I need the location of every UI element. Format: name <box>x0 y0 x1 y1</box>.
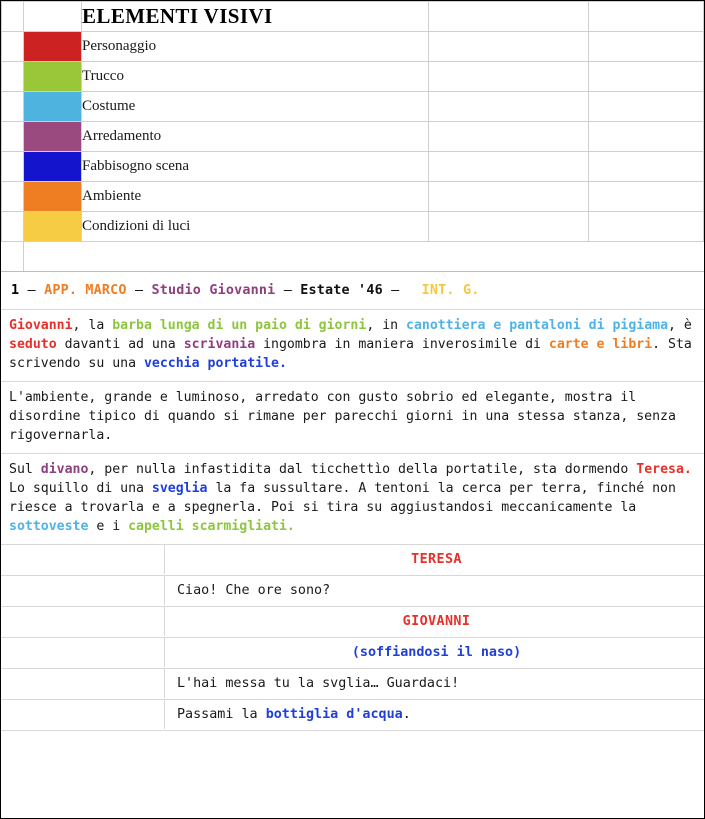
scene-app: APP. MARCO <box>44 283 127 298</box>
legend-empty-cell <box>429 122 589 152</box>
legend-empty-cell <box>589 62 704 92</box>
dialogue-row <box>1 638 704 669</box>
legend-empty-cell <box>589 182 704 212</box>
character-cue-teresa: TERESA <box>164 545 704 574</box>
dialogue-text: Passami la <box>177 707 266 723</box>
dialogue-row <box>1 700 704 731</box>
action-text: Lo squillo di una <box>9 481 152 497</box>
character-cue-giovanni: GIOVANNI <box>164 607 704 636</box>
legend-swatch-ambiente <box>24 182 82 212</box>
scene-heading <box>1 272 704 310</box>
legend-spacer-cell <box>2 122 24 152</box>
legend-label-ambiente: Ambiente <box>82 182 429 212</box>
dialogue-text: . <box>402 707 411 723</box>
visual-elements-legend <box>1 1 704 271</box>
action-text: , la <box>72 318 113 334</box>
legend-empty-cell <box>429 32 589 62</box>
legend-empty-cell <box>589 212 704 242</box>
legend-row <box>2 212 704 242</box>
legend-spacer-cell <box>2 152 24 182</box>
legend-empty-cell <box>429 152 589 182</box>
legend-spacer-cell <box>2 92 24 122</box>
legend-spacer-cell <box>2 2 24 32</box>
action-text: la fa sussultare. A tentoni la cerca per terra, finché non riesce a trovarla e a spegnerla. Poi si tira su aggiustandosi meccanicamente la <box>9 481 676 515</box>
action-text: , in <box>366 318 407 334</box>
action-seduto: seduto <box>9 336 57 352</box>
action-paragraph-2 <box>1 382 704 454</box>
legend-swatch-personaggio <box>24 32 82 62</box>
legend-row <box>2 32 704 62</box>
scene-dash: – <box>27 283 36 298</box>
action-paragraph-3 <box>1 454 704 545</box>
script-body <box>1 271 704 731</box>
legend-swatch-arredamento <box>24 122 82 152</box>
makeup-capelli: capelli scarmigliati. <box>128 518 295 534</box>
legend-spacer-cell <box>2 182 24 212</box>
dialogue-line <box>164 700 704 729</box>
legend-empty-cell <box>589 2 704 32</box>
scene-dash: – <box>283 283 292 298</box>
dialogue-line: Ciao! Che ore sono? <box>164 576 704 605</box>
scene-int: INT. G. <box>421 283 480 298</box>
paren-rest: il naso) <box>448 645 522 661</box>
color-swatch <box>24 152 81 181</box>
dialogue-row <box>1 669 704 700</box>
action-paragraph-1 <box>1 310 704 382</box>
legend-empty-cell <box>429 92 589 122</box>
character-giovanni: Giovanni <box>9 318 73 334</box>
costume-canottiera: canottiera e pantaloni di pigiama <box>406 318 669 334</box>
props-bottiglia: bottiglia d'acqua <box>265 707 403 723</box>
legend-row-blank <box>2 242 704 272</box>
legend-empty-cell <box>429 242 589 272</box>
legend-empty-cell <box>429 212 589 242</box>
legend-swatch-trucco <box>24 62 82 92</box>
scene-dash: – <box>391 283 400 298</box>
dialogue-row <box>1 576 704 607</box>
action-text: davanti ad una <box>56 336 184 352</box>
legend-swatch-fabbisogno <box>24 152 82 182</box>
props-sveglia: sveglia <box>151 481 208 497</box>
color-swatch <box>24 212 81 241</box>
legend-row <box>2 152 704 182</box>
legend-label-personaggio: Personaggio <box>82 32 429 62</box>
legend-empty-cell <box>589 242 704 272</box>
legend-spacer-cell <box>2 242 24 272</box>
legend-spacer-cell <box>2 212 24 242</box>
legend-spacer-cell <box>2 32 24 62</box>
props-portatile: vecchia portatile. <box>143 355 287 371</box>
legend-label-trucco: Trucco <box>82 62 429 92</box>
legend-spacer-cell <box>2 62 24 92</box>
legend-empty-cell <box>82 242 187 272</box>
legend-empty-cell <box>429 62 589 92</box>
costume-sottoveste: sottoveste <box>9 518 89 534</box>
color-swatch <box>24 62 81 91</box>
paren-action: soffiandosi <box>359 645 449 661</box>
props-carte-libri: carte e libri <box>548 336 653 352</box>
color-swatch <box>24 182 81 211</box>
legend-empty-cell <box>24 242 82 272</box>
legend-title: ELEMENTI VISIVI <box>82 2 429 32</box>
legend-label-arredamento: Arredamento <box>82 122 429 152</box>
legend-empty-cell <box>589 92 704 122</box>
legend-label-fabbisogno-scena: Fabbisogno scena <box>82 152 429 182</box>
set-scrivania: scrivania <box>183 336 256 352</box>
paren-open: ( <box>351 645 360 661</box>
scene-number: 1 <box>11 283 20 298</box>
scene-location: Studio Giovanni <box>151 283 276 298</box>
character-teresa: Teresa. <box>636 462 692 478</box>
makeup-barba: barba lunga di un paio di giorni <box>112 318 367 334</box>
color-swatch <box>24 92 81 121</box>
scene-dash: – <box>134 283 144 298</box>
legend-row <box>2 182 704 212</box>
legend-label-costume: Costume <box>82 92 429 122</box>
parenthetical <box>164 638 704 667</box>
legend-empty-cell <box>187 242 429 272</box>
legend-empty-cell <box>429 182 589 212</box>
action-text: , per nulla infastidita dal ticchettìo della portatile, sta dormendo <box>88 462 637 478</box>
dialogue-row <box>1 545 704 576</box>
legend-swatch-costume <box>24 92 82 122</box>
legend-empty-cell <box>589 32 704 62</box>
legend-label-condizioni-di-luci: Condizioni di luci <box>82 212 429 242</box>
action-text: , è <box>668 318 692 334</box>
action-text: e i <box>88 518 129 534</box>
dialogue-line: L'hai messa tu la svglia… Guardaci! <box>164 669 704 698</box>
legend-row <box>2 92 704 122</box>
legend-swatch-luci <box>24 212 82 242</box>
legend-row <box>2 62 704 92</box>
legend-row <box>2 122 704 152</box>
action-text: Sul <box>9 462 41 478</box>
color-swatch <box>24 32 81 61</box>
set-divano: divano <box>40 462 89 478</box>
scene-time: Estate '46 <box>300 283 383 298</box>
action-text: . Sta scrivendo su una <box>9 336 692 371</box>
legend-empty-cell <box>589 152 704 182</box>
action-text: L'ambiente, grande e luminoso, arredato con gusto sobrio ed elegante, mostra il disordine tipico di quando si rimane per parecchi giorni in una stessa stanza, senza rigovernarla. <box>9 390 676 443</box>
legend-empty-cell <box>589 122 704 152</box>
legend-swatch-cell <box>24 2 82 32</box>
legend-empty-cell <box>429 2 589 32</box>
dialogue-row <box>1 607 704 638</box>
action-text: ingombra in maniera inverosimile di <box>255 336 549 352</box>
color-swatch <box>24 122 81 151</box>
legend-header-row <box>2 2 704 32</box>
